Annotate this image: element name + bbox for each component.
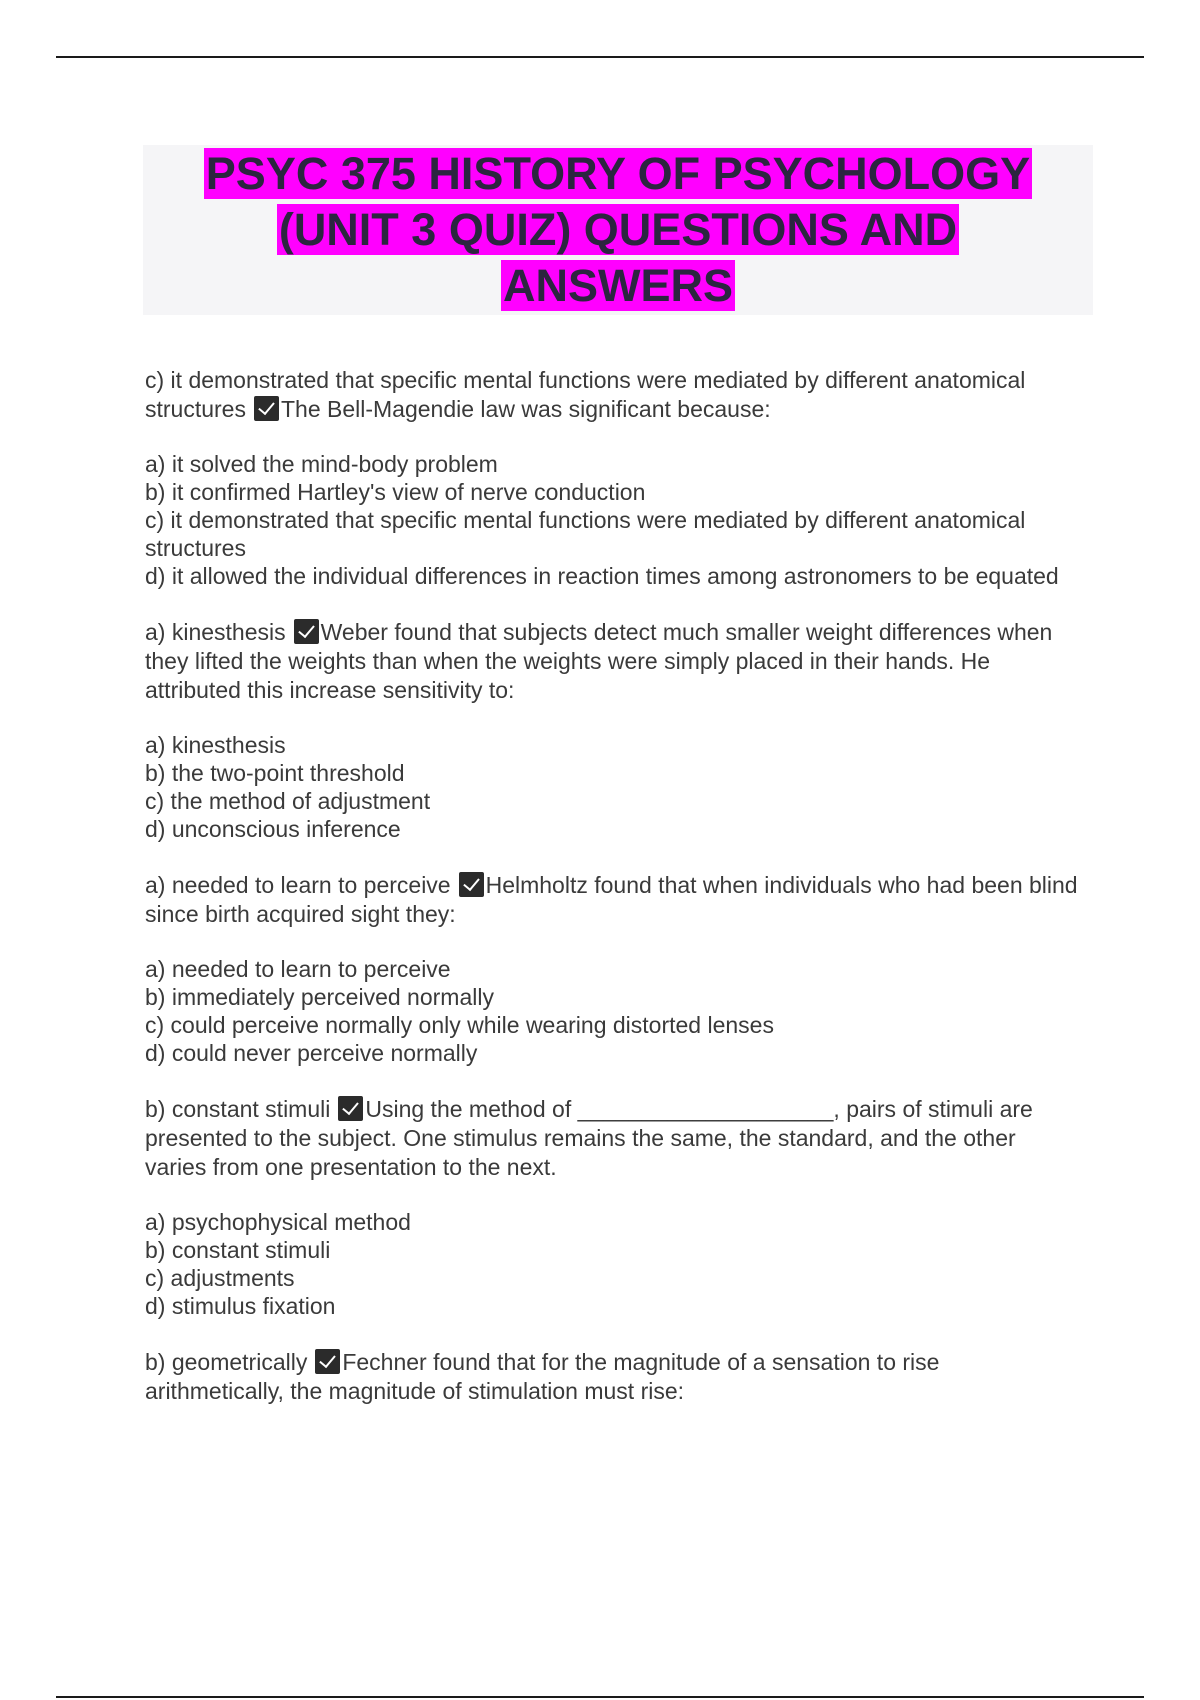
title-banner	[143, 145, 1093, 315]
question-text: Fechner found that for the magnitude of a sensation to rise arithmetically, the magnitude of stimulation must rise:	[145, 1349, 940, 1404]
option-item: a) psychophysical method	[145, 1209, 411, 1235]
answer-question-line	[145, 871, 1080, 929]
answer-text: c) it demonstrated that specific mental functions were mediated by different anatomical structures	[145, 367, 1026, 422]
answer-question-line	[145, 618, 1080, 705]
option-item: d) unconscious inference	[145, 816, 401, 842]
answer-text: b) constant stimuli	[145, 1096, 331, 1122]
checkbox-checked-icon	[254, 396, 279, 421]
qa-item	[145, 1095, 1080, 1320]
option-item: c) it demonstrated that specific mental functions were mediated by different anatomical structures	[145, 507, 1026, 561]
answer-text: b) geometrically	[145, 1349, 308, 1375]
qa-content	[145, 366, 1080, 1432]
document-title: PSYC 375 HISTORY OF PSYCHOLOGY (UNIT 3 QUIZ) QUESTIONS AND ANSWERS	[205, 148, 1031, 311]
option-item: c) the method of adjustment	[145, 788, 431, 814]
options-list	[145, 955, 1080, 1067]
option-item: d) stimulus fixation	[145, 1293, 336, 1319]
question-text: Using the method of ____________________, pairs of stimuli are presented to the subject. One stimulus remains the same, the standard, and the other varies from one presentation to the next.	[145, 1096, 1033, 1180]
checkbox-checked-icon	[338, 1096, 363, 1121]
qa-item	[145, 1348, 1080, 1406]
answer-question-line	[145, 1095, 1080, 1182]
options-list	[145, 731, 1080, 843]
option-item: b) immediately perceived normally	[145, 984, 494, 1010]
option-item: b) it confirmed Hartley's view of nerve conduction	[145, 479, 646, 505]
option-item: d) could never perceive normally	[145, 1040, 478, 1066]
checkbox-checked-icon	[294, 619, 319, 644]
option-item: a) needed to learn to perceive	[145, 956, 451, 982]
option-item: c) adjustments	[145, 1265, 295, 1291]
question-text: Helmholtz found that when individuals who had been blind since birth acquired sight they:	[145, 872, 1078, 927]
qa-item	[145, 871, 1080, 1067]
checkbox-checked-icon	[315, 1349, 340, 1374]
bottom-rule	[56, 1696, 1144, 1698]
option-item: c) could perceive normally only while wearing distorted lenses	[145, 1012, 774, 1038]
option-item: b) the two-point threshold	[145, 760, 405, 786]
option-item: a) it solved the mind-body problem	[145, 451, 498, 477]
answer-question-line	[145, 1348, 1080, 1406]
top-rule	[56, 56, 1144, 58]
question-text: The Bell-Magendie law was significant because:	[280, 396, 771, 422]
answer-question-line	[145, 366, 1080, 424]
qa-item	[145, 618, 1080, 843]
question-text: Weber found that subjects detect much smaller weight differences when they lifted the weights than when the weights were simply placed in their hands. He attributed this increase sensitivity to:	[145, 619, 1053, 703]
qa-item	[145, 366, 1080, 590]
options-list	[145, 1208, 1080, 1320]
answer-text: a) needed to learn to perceive	[145, 872, 451, 898]
answer-text: a) kinesthesis	[145, 619, 286, 645]
checkbox-checked-icon	[459, 872, 484, 897]
options-list	[145, 450, 1080, 590]
option-item: d) it allowed the individual differences in reaction times among astronomers to be equated	[145, 563, 1059, 589]
option-item: a) kinesthesis	[145, 732, 286, 758]
option-item: b) constant stimuli	[145, 1237, 331, 1263]
